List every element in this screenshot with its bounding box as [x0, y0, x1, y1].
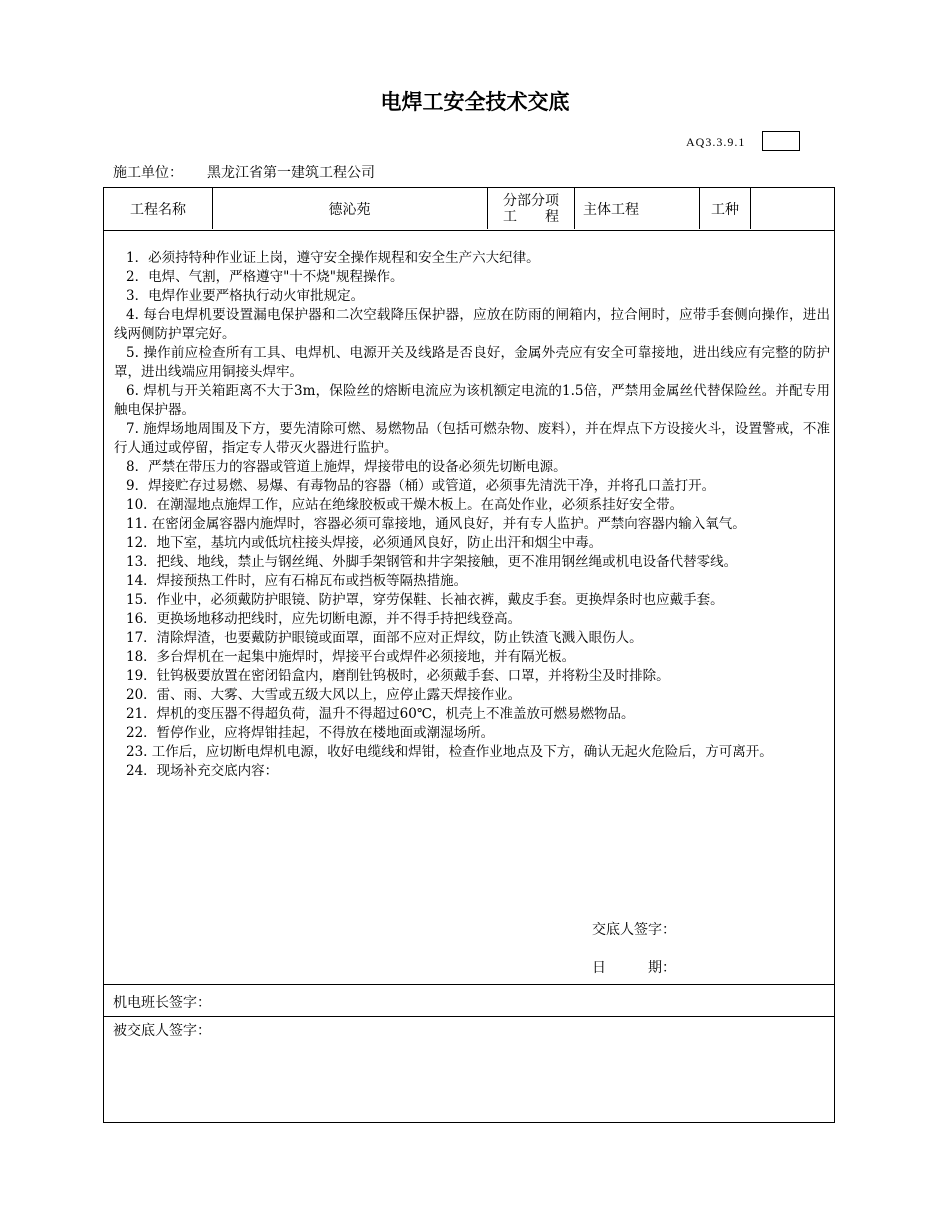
trade-value [751, 188, 835, 229]
construction-unit-value: 黑龙江省第一建筑工程公司 [207, 165, 375, 181]
construction-unit-label: 施工单位： [113, 165, 183, 181]
briefing-item: 23. 工作后，应切断电焊机电源，收好电缆线和焊钳，检查作业地点及下方，确认无起火危险后，方可离开。 [126, 744, 773, 760]
briefing-item: 13．把线、地线，禁止与钢丝绳、外脚手架钢管和井字架接触，更不准用钢丝绳或机电设备代替零线。 [126, 554, 738, 570]
briefing-item: 21．焊机的变压器不得超负荷，温升不得超过60℃，机壳上不准盖放可燃易燃物品。 [126, 706, 635, 722]
briefing-item: 4. 每台电焊机要设置漏电保护器和二次空载降压保护器，应放在防雨的闸箱内，拉合闸时，应带手套侧向操作，进出线两侧防护罩完好。 [114, 307, 830, 342]
briefing-item: 16．更换场地移动把线时，应先切断电源，并不得手持把线登高。 [126, 611, 522, 627]
briefing-item: 22．暂停作业，应将焊钳挂起，不得放在楼地面或潮湿场所。 [126, 725, 495, 741]
foreman-signature-row [104, 985, 834, 1017]
briefing-item: 15．作业中，必须戴防护眼镜、防护罩，穿劳保鞋、长袖衣裤，戴皮手套。更换焊条时也应戴手套。 [126, 592, 724, 608]
briefing-item: 3．电焊作业要严格执行动火审批规定。 [126, 288, 365, 304]
briefing-items [114, 249, 830, 781]
document-code-box [762, 131, 800, 151]
project-name-label: 工程名称 [130, 201, 186, 218]
briefing-item: 19．钍钨极要放置在密闭铅盒内，磨削钍钨极时，必须戴手套、口罩，并将粉尘及时排除。 [126, 668, 670, 684]
briefing-item: 1．必须持特种作业证上岗，遵守安全操作规程和安全生产六大纪律。 [126, 250, 540, 266]
subdivision-label-line1: 分部分项 [503, 192, 559, 209]
briefing-item: 7. 施焊场地周围及下方，要先清除可燃、易燃物品（包括可燃杂物、废料），并在焊点下方设接火斗，设置警戒，不准行人通过或停留，指定专人带灭火器进行监护。 [114, 421, 830, 456]
briefing-item: 12．地下室，基坑内或低坑柱接头焊接，必须通风良好，防止出汗和烟尘中毒。 [126, 535, 603, 551]
briefing-item: 6. 焊机与开关箱距离不大于3m，保险丝的熔断电流应为该机额定电流的1.5倍，严禁用金属丝代替保险丝。并配专用触电保护器。 [114, 383, 830, 418]
project-name-value: 德沁苑 [328, 201, 371, 218]
briefing-item: 5. 操作前应检查所有工具、电焊机、电源开关及线路是否良好，金属外壳应有安全可靠接地，进出线应有完整的防护罩，进出线端应用铜接头焊牢。 [114, 345, 830, 380]
recipient-signature-row [104, 1017, 834, 1122]
briefing-item: 18．多台焊机在一起集中施焊时，焊接平台或焊件必须接地，并有隔光板。 [126, 649, 576, 665]
briefing-item: 14．焊接预热工件时，应有石棉瓦布或挡板等隔热措施。 [126, 573, 468, 589]
foreman-signature-label: 机电班长签字： [113, 995, 211, 1011]
briefing-item: 11. 在密闭金属容器内施焊时，容器必须可靠接地，通风良好，并有专人监护。严禁向容器内输入氧气。 [126, 516, 746, 532]
briefing-item: 17．清除焊渣，也要戴防护眼镜或面罩，面部不应对正焊纹，防止铁渣飞溅入眼伤人。 [126, 630, 643, 646]
document-title: 电焊工安全技术交底 [380, 90, 570, 114]
briefing-item: 20．雷、雨、大雾、大雪或五级大风以上，应停止露天焊接作业。 [126, 687, 522, 703]
briefing-item: 2．电焊、气割，严格遵守"十不烧"规程操作。 [126, 269, 404, 285]
briefing-item: 24．现场补充交底内容： [126, 763, 279, 779]
briefing-form [103, 187, 835, 1123]
subdivision-label [488, 188, 574, 229]
construction-unit [113, 162, 375, 182]
recipient-signature-label: 被交底人签字： [113, 1023, 211, 1039]
briefing-item: 9．焊接贮存过易燃、易爆、有毒物品的容器（桶）或管道，必须事先清洗干净，并将孔口盖打开。 [126, 478, 716, 494]
briefing-item: 8．严禁在带压力的容器或管道上施焊，焊接带电的设备必须先切断电源。 [126, 459, 567, 475]
briefing-content [104, 231, 834, 985]
presenter-signature-label: 交底人签字： [592, 922, 676, 938]
divider [574, 188, 575, 229]
briefing-item: 10．在潮湿地点施焊工作，应站在绝缘胶板或干燥木板上。在高处作业，必须系挂好安全带。 [126, 497, 684, 513]
subdivision-value: 主体工程 [583, 201, 639, 218]
header-row [104, 188, 834, 231]
document-code: AQ3.3.9.1 [686, 135, 746, 149]
trade-label: 工种 [711, 201, 739, 218]
date-label: 日 期： [592, 960, 676, 976]
subdivision-label-line2: 工 程 [503, 208, 559, 225]
